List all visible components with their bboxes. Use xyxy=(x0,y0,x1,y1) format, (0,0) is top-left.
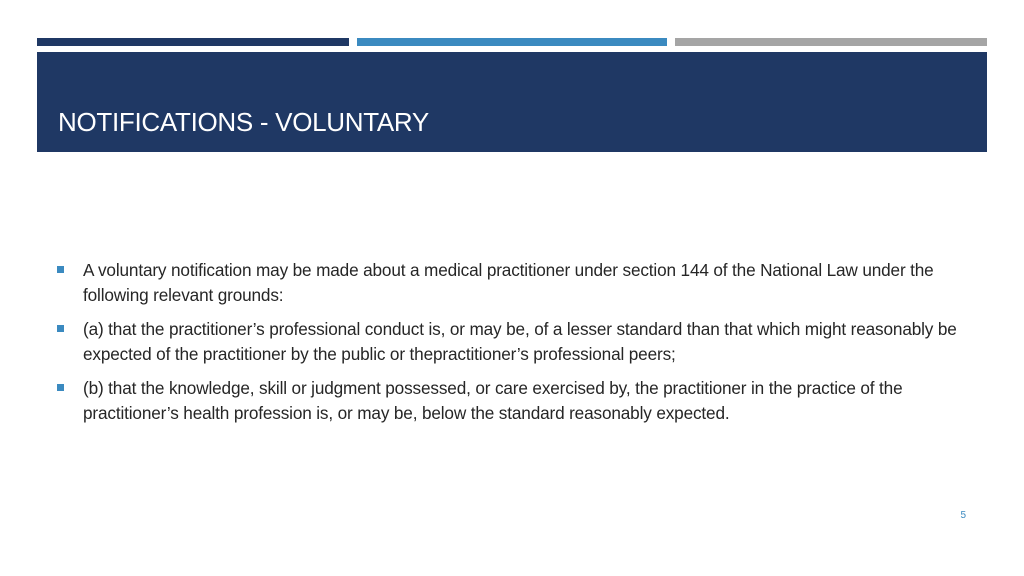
bullet-list xyxy=(57,258,972,435)
bullet-text: (a) that the practitioner’s professional conduct is, or may be, of a lesser standard than that which might reasonably be expected of the practitioner by the public or thepractitioner’s professional peers; xyxy=(83,319,957,364)
accent-bar-light-blue xyxy=(357,38,667,46)
accent-bar-gray xyxy=(675,38,987,46)
accent-bar-dark-blue xyxy=(37,38,349,46)
list-item xyxy=(57,376,972,426)
bullet-text: A voluntary notification may be made about a medical practitioner under section 144 of the National Law under the following relevant grounds: xyxy=(83,260,934,305)
square-bullet-icon xyxy=(57,384,64,391)
list-item xyxy=(57,258,972,308)
list-item xyxy=(57,317,972,367)
slide-title: NOTIFICATIONS - VOLUNTARY xyxy=(58,107,429,137)
square-bullet-icon xyxy=(57,266,64,273)
bullet-text: (b) that the knowledge, skill or judgment possessed, or care exercised by, the practitioner in the practice of the practitioner’s health profession is, or may be, below the standard reasonably expected. xyxy=(83,378,903,423)
page-number: 5 xyxy=(960,510,966,521)
square-bullet-icon xyxy=(57,325,64,332)
title-band xyxy=(37,52,987,152)
